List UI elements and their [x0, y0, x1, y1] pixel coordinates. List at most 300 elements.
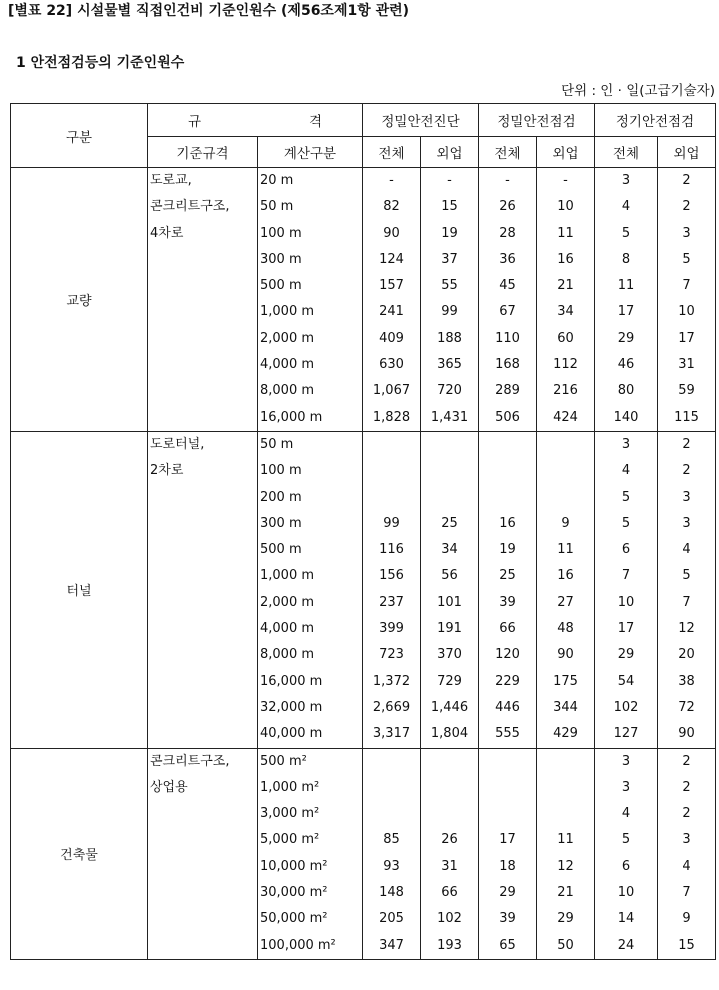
- cell-text: 506: [495, 409, 520, 425]
- diag-field-cell: [421, 168, 479, 195]
- cell-text: 38: [678, 673, 695, 689]
- insp-total-cell: [479, 352, 537, 378]
- insp-field-cell: [537, 721, 595, 748]
- insp-field-cell: [537, 247, 595, 273]
- cell-text: 446: [495, 699, 520, 715]
- cell-text: 300 m: [260, 251, 302, 267]
- insp-total-cell: [479, 642, 537, 668]
- regular-field-cell: [658, 326, 716, 352]
- cell-text: 1,431: [430, 409, 469, 425]
- cell-text: 2,669: [372, 699, 411, 715]
- cell-text: 90: [557, 647, 574, 663]
- cell-text: 110: [495, 330, 520, 346]
- diag-field-cell: [421, 273, 479, 299]
- cell-text: 9: [682, 911, 691, 927]
- cell-text: 17: [617, 621, 635, 637]
- cell-text: 191: [437, 621, 462, 637]
- header-field-1: 외업: [421, 137, 479, 168]
- insp-field-cell: [537, 880, 595, 906]
- header-regular-inspection: 정기안전점검: [595, 104, 716, 137]
- cell-text: 216: [553, 383, 578, 399]
- diag-field-cell: [421, 854, 479, 880]
- diag-total-cell: [363, 221, 421, 247]
- header-spec: [148, 104, 363, 137]
- cell-text: [150, 642, 257, 668]
- cell-text: 4: [621, 199, 631, 215]
- header-precision-diagnosis: 정밀안전진단: [363, 104, 479, 137]
- regular-total-cell: [595, 352, 658, 378]
- insp-field-cell: [537, 168, 595, 195]
- cell-text: 5,000 m²: [260, 832, 320, 848]
- cell-text: 193: [437, 937, 462, 953]
- cell-text: 31: [441, 858, 458, 874]
- standard-cell: [148, 485, 258, 511]
- cell-text: 39: [499, 594, 516, 610]
- category-cell: 교량: [11, 168, 148, 432]
- cell-text: 2: [682, 753, 691, 769]
- cell-text: 100 m: [260, 225, 302, 241]
- diag-total-cell: [363, 695, 421, 721]
- cell-text: 50,000 m²: [260, 911, 328, 927]
- cell-text: 60: [557, 330, 574, 346]
- regular-total-cell: [595, 485, 658, 511]
- cell-text: [150, 827, 257, 853]
- cell-text: 50: [557, 937, 574, 953]
- diag-total-cell: [363, 880, 421, 906]
- cell-text: 2: [682, 436, 691, 452]
- cell-text: 9: [561, 515, 570, 531]
- standard-cell: [148, 378, 258, 404]
- cell-text: 20: [678, 647, 695, 663]
- regular-total-cell: [595, 616, 658, 642]
- cell-text: 5: [621, 225, 631, 241]
- cell-text: 5: [621, 489, 631, 505]
- cell-text: [479, 485, 536, 511]
- calculation-cell: [258, 485, 363, 511]
- calculation-cell: [258, 933, 363, 960]
- cell-text: [150, 511, 257, 537]
- cell-text: [537, 749, 594, 775]
- regular-total-cell: [595, 933, 658, 960]
- cell-text: 29: [617, 647, 635, 663]
- insp-field-cell: [537, 299, 595, 325]
- calculation-cell: [258, 511, 363, 537]
- insp-field-cell: [537, 221, 595, 247]
- diag-field-cell: [421, 906, 479, 932]
- insp-field-cell: [537, 326, 595, 352]
- cell-text: [479, 775, 536, 801]
- diag-field-cell: [421, 748, 479, 775]
- cell-text: 3: [682, 515, 691, 531]
- cell-text: 112: [553, 357, 578, 373]
- regular-field-cell: [658, 642, 716, 668]
- diag-field-cell: [421, 695, 479, 721]
- standard-cell: [148, 194, 258, 220]
- regular-field-cell: [658, 405, 716, 432]
- regular-field-cell: [658, 299, 716, 325]
- cell-text: 500 m: [260, 278, 302, 294]
- diag-total-cell: [363, 906, 421, 932]
- diag-field-cell: [421, 221, 479, 247]
- cell-text: 82: [383, 199, 400, 215]
- cell-text: 5: [682, 251, 691, 267]
- cell-text: 120: [495, 647, 520, 663]
- table-row: [11, 748, 716, 775]
- cell-text: 10: [678, 304, 695, 320]
- diag-total-cell: [363, 590, 421, 616]
- diag-total-cell: [363, 378, 421, 404]
- insp-field-cell: [537, 273, 595, 299]
- cell-text: 2: [682, 199, 691, 215]
- cell-text: 2,000 m: [260, 330, 315, 346]
- diag-total-cell: [363, 721, 421, 748]
- cell-text: 10: [557, 199, 574, 215]
- cell-text: 90: [383, 225, 400, 241]
- cell-text: 500 m²: [260, 753, 307, 769]
- insp-total-cell: [479, 221, 537, 247]
- cell-text: 31: [678, 357, 695, 373]
- cell-text: 25: [441, 515, 458, 531]
- calculation-cell: [258, 721, 363, 748]
- diag-field-cell: [421, 405, 479, 432]
- diag-field-cell: [421, 669, 479, 695]
- insp-total-cell: [479, 906, 537, 932]
- header-standard: 기준규격: [148, 137, 258, 168]
- cell-text: -: [563, 173, 568, 188]
- cell-text: 65: [499, 937, 516, 953]
- diag-total-cell: [363, 775, 421, 801]
- cell-text: 100 m: [260, 463, 302, 479]
- diag-field-cell: [421, 458, 479, 484]
- cell-text: [150, 485, 257, 511]
- calculation-cell: [258, 273, 363, 299]
- standard-cell: [148, 721, 258, 748]
- regular-total-cell: [595, 642, 658, 668]
- diag-field-cell: [421, 827, 479, 853]
- regular-field-cell: [658, 194, 716, 220]
- regular-total-cell: [595, 247, 658, 273]
- regular-field-cell: [658, 273, 716, 299]
- cell-text: [150, 854, 257, 880]
- regular-field-cell: [658, 247, 716, 273]
- standard-cell: [148, 511, 258, 537]
- cell-text: 4,000 m: [260, 621, 315, 637]
- cell-text: 370: [437, 647, 462, 663]
- calculation-cell: [258, 827, 363, 853]
- cell-text: 2: [682, 463, 691, 479]
- diag-total-cell: [363, 326, 421, 352]
- regular-field-cell: [658, 485, 716, 511]
- header-spec-right: 격: [308, 114, 322, 130]
- cell-text: 300 m: [260, 515, 302, 531]
- insp-field-cell: [537, 933, 595, 960]
- cell-text: 55: [441, 278, 458, 294]
- regular-field-cell: [658, 431, 716, 458]
- cell-text: 16,000 m: [260, 409, 323, 425]
- regular-total-cell: [595, 748, 658, 775]
- cell-text: 11: [617, 278, 635, 294]
- cell-text: 7: [682, 885, 691, 901]
- cell-text: 4: [621, 806, 631, 822]
- cell-text: 7: [621, 568, 631, 584]
- regular-total-cell: [595, 511, 658, 537]
- cell-text: [363, 485, 420, 511]
- diag-field-cell: [421, 511, 479, 537]
- cell-text: 1,828: [372, 409, 411, 425]
- diag-field-cell: [421, 590, 479, 616]
- cell-text: 59: [678, 383, 695, 399]
- standard-cell: [148, 669, 258, 695]
- diag-total-cell: [363, 458, 421, 484]
- cell-text: 37: [441, 251, 458, 267]
- cell-text: 205: [379, 911, 404, 927]
- regular-total-cell: [595, 537, 658, 563]
- cell-text: 723: [379, 647, 404, 663]
- cell-text: 8,000 m: [260, 647, 315, 663]
- calculation-cell: [258, 906, 363, 932]
- cell-text: 157: [379, 278, 404, 294]
- cell-text: [150, 273, 257, 299]
- diag-total-cell: [363, 247, 421, 273]
- cell-text: 19: [499, 542, 516, 558]
- cell-text: 21: [557, 278, 574, 294]
- calculation-cell: [258, 669, 363, 695]
- header-total-3: 전체: [595, 137, 658, 168]
- cell-text: 10: [617, 885, 635, 901]
- insp-field-cell: [537, 485, 595, 511]
- cell-text: [150, 378, 257, 404]
- cell-text: 630: [379, 357, 404, 373]
- cell-text: 424: [553, 409, 578, 425]
- cell-text: 720: [437, 383, 462, 399]
- insp-total-cell: [479, 880, 537, 906]
- regular-total-cell: [595, 854, 658, 880]
- cell-text: 102: [613, 699, 639, 715]
- diag-total-cell: [363, 827, 421, 853]
- cell-text: 10: [617, 594, 635, 610]
- table-body: [11, 168, 716, 960]
- calculation-cell: [258, 590, 363, 616]
- calculation-cell: [258, 405, 363, 432]
- cell-text: 16,000 m: [260, 673, 323, 689]
- standard-cell: [148, 642, 258, 668]
- cell-text: 6: [621, 858, 631, 874]
- regular-field-cell: [658, 748, 716, 775]
- cell-text: 7: [682, 278, 691, 294]
- cell-text: 11: [557, 832, 574, 848]
- diag-field-cell: [421, 775, 479, 801]
- cell-text: 54: [617, 673, 635, 689]
- cell-text: 11: [557, 225, 574, 241]
- cell-text: [421, 749, 478, 775]
- cell-text: [363, 749, 420, 775]
- cell-text: 3: [682, 832, 691, 848]
- insp-field-cell: [537, 775, 595, 801]
- insp-total-cell: [479, 458, 537, 484]
- cell-text: 17: [499, 832, 516, 848]
- regular-field-cell: [658, 801, 716, 827]
- insp-field-cell: [537, 590, 595, 616]
- cell-text: [537, 432, 594, 458]
- cell-text: 124: [379, 251, 404, 267]
- header-calculation: 계산구분: [258, 137, 363, 168]
- cell-text: 21: [557, 885, 574, 901]
- cell-text: 3: [621, 753, 631, 769]
- cell-text: 16: [557, 568, 574, 584]
- cell-text: 67: [499, 304, 516, 320]
- cell-text: [150, 616, 257, 642]
- insp-total-cell: [479, 801, 537, 827]
- calculation-cell: [258, 775, 363, 801]
- calculation-cell: [258, 168, 363, 195]
- cell-text: [479, 432, 536, 458]
- cell-text: 4: [682, 542, 691, 558]
- diag-total-cell: [363, 642, 421, 668]
- cell-text: 29: [499, 885, 516, 901]
- cell-text: 3: [621, 436, 631, 452]
- diag-field-cell: [421, 326, 479, 352]
- diag-field-cell: [421, 352, 479, 378]
- cell-text: 3: [621, 779, 631, 795]
- unit-label: 단위 : 인 · 일(고급기술자): [561, 83, 715, 99]
- insp-total-cell: [479, 194, 537, 220]
- standard-cell: [148, 906, 258, 932]
- standard-cell: [148, 563, 258, 589]
- cell-text: 6: [621, 542, 631, 558]
- cell-text: 100,000 m²: [260, 937, 336, 953]
- cell-text: 26: [441, 832, 458, 848]
- cell-text: [150, 352, 257, 378]
- regular-total-cell: [595, 906, 658, 932]
- cell-text: 콘크리트구조,: [150, 199, 230, 215]
- insp-field-cell: [537, 378, 595, 404]
- cell-text: 2차로: [150, 463, 184, 479]
- cell-text: 115: [674, 409, 699, 425]
- cell-text: 1,804: [430, 726, 469, 742]
- regular-total-cell: [595, 221, 658, 247]
- standard-cell: [148, 616, 258, 642]
- diag-field-cell: [421, 299, 479, 325]
- cell-text: 347: [379, 937, 404, 953]
- cell-text: [150, 669, 257, 695]
- insp-total-cell: [479, 485, 537, 511]
- standard-cell: [148, 775, 258, 801]
- regular-total-cell: [595, 405, 658, 432]
- cell-text: 237: [379, 594, 404, 610]
- cell-text: 32,000 m: [260, 699, 323, 715]
- diag-total-cell: [363, 854, 421, 880]
- diag-total-cell: [363, 352, 421, 378]
- cell-text: 5: [682, 568, 691, 584]
- diag-field-cell: [421, 431, 479, 458]
- cell-text: 2: [682, 173, 691, 188]
- insp-field-cell: [537, 537, 595, 563]
- insp-field-cell: [537, 194, 595, 220]
- diag-field-cell: [421, 616, 479, 642]
- regular-total-cell: [595, 721, 658, 748]
- cell-text: 148: [379, 885, 404, 901]
- cell-text: 102: [437, 911, 462, 927]
- standard-cell: [148, 247, 258, 273]
- regular-field-cell: [658, 458, 716, 484]
- diag-field-cell: [421, 485, 479, 511]
- cell-text: 140: [613, 409, 639, 425]
- diag-field-cell: [421, 563, 479, 589]
- cell-text: 8: [621, 251, 631, 267]
- insp-total-cell: [479, 431, 537, 458]
- cell-text: 29: [617, 330, 635, 346]
- standard-cell: [148, 801, 258, 827]
- cell-text: 17: [617, 304, 635, 320]
- cell-text: 80: [617, 383, 635, 399]
- cell-text: 85: [383, 832, 400, 848]
- diag-field-cell: [421, 801, 479, 827]
- cell-text: 1,000 m²: [260, 779, 320, 795]
- cell-text: 3: [682, 489, 691, 505]
- cell-text: 20 m: [260, 173, 294, 188]
- cell-text: 10,000 m²: [260, 858, 328, 874]
- diag-total-cell: [363, 511, 421, 537]
- cell-text: [421, 775, 478, 801]
- regular-field-cell: [658, 511, 716, 537]
- insp-field-cell: [537, 616, 595, 642]
- insp-total-cell: [479, 168, 537, 195]
- regular-total-cell: [595, 326, 658, 352]
- regular-total-cell: [595, 775, 658, 801]
- cell-text: 15: [441, 199, 458, 215]
- calculation-cell: [258, 378, 363, 404]
- regular-field-cell: [658, 168, 716, 195]
- cell-text: 18: [499, 858, 516, 874]
- header-spec-left: 규: [188, 114, 202, 130]
- cell-text: 101: [437, 594, 462, 610]
- cell-text: [150, 933, 257, 959]
- cell-text: 168: [495, 357, 520, 373]
- regular-total-cell: [595, 590, 658, 616]
- regular-total-cell: [595, 168, 658, 195]
- cell-text: 도로터널,: [150, 436, 205, 452]
- insp-total-cell: [479, 511, 537, 537]
- cell-text: 34: [557, 304, 574, 320]
- diag-field-cell: [421, 537, 479, 563]
- calculation-cell: [258, 880, 363, 906]
- cell-text: 1,372: [372, 673, 411, 689]
- cell-text: 27: [557, 594, 574, 610]
- diag-total-cell: [363, 563, 421, 589]
- insp-field-cell: [537, 669, 595, 695]
- diag-field-cell: [421, 880, 479, 906]
- cell-text: 도로교,: [150, 173, 192, 188]
- standard-cell: [148, 168, 258, 195]
- diag-total-cell: [363, 194, 421, 220]
- regular-total-cell: [595, 563, 658, 589]
- cell-text: 3: [682, 225, 691, 241]
- cell-text: [150, 563, 257, 589]
- diag-total-cell: [363, 168, 421, 195]
- regular-total-cell: [595, 458, 658, 484]
- cell-text: 50 m: [260, 436, 294, 452]
- insp-total-cell: [479, 537, 537, 563]
- diag-total-cell: [363, 801, 421, 827]
- cell-text: [421, 801, 478, 827]
- calculation-cell: [258, 194, 363, 220]
- cell-text: 1,000 m: [260, 568, 315, 584]
- cell-text: -: [389, 173, 394, 188]
- cell-text: 175: [553, 673, 578, 689]
- cell-text: 72: [678, 699, 695, 715]
- cell-text: 45: [499, 278, 516, 294]
- cell-text: 99: [383, 515, 400, 531]
